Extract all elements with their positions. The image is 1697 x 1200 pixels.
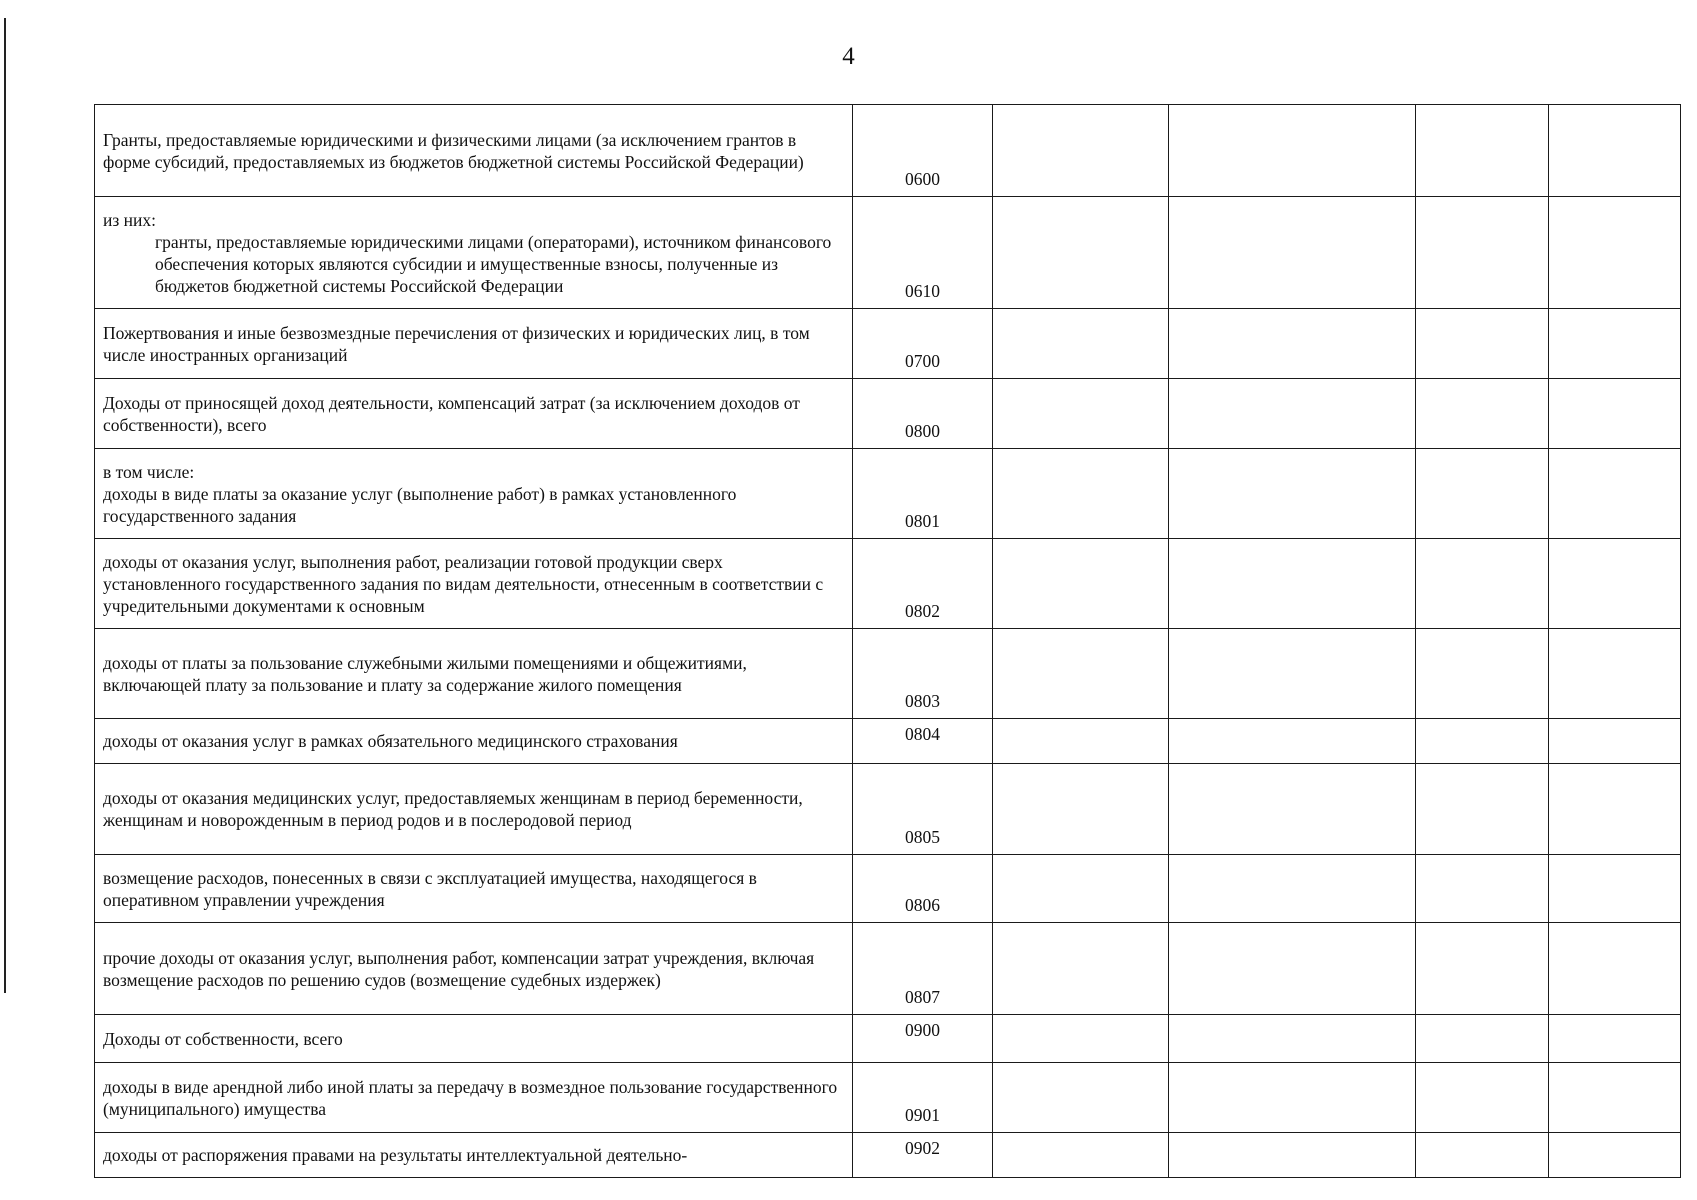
value-cell bbox=[1416, 1015, 1549, 1063]
value-cell bbox=[1549, 449, 1681, 539]
value-cell bbox=[1169, 449, 1416, 539]
value-cell bbox=[1549, 629, 1681, 719]
value-cell bbox=[1169, 1063, 1416, 1133]
value-cell bbox=[1549, 309, 1681, 379]
value-cell bbox=[1549, 1063, 1681, 1133]
row-description bbox=[95, 197, 853, 309]
value-cell bbox=[1416, 923, 1549, 1015]
value-cell bbox=[993, 855, 1169, 923]
row-description: доходы от платы за пользование служебными жилыми помещениями и общежитиями, включающей плату за пользование и плату за содержание жилого помещения bbox=[95, 629, 853, 719]
income-form-table bbox=[94, 104, 1681, 1178]
value-cell bbox=[993, 1133, 1169, 1178]
value-cell bbox=[1549, 855, 1681, 923]
value-cell bbox=[1169, 855, 1416, 923]
row-code: 0806 bbox=[853, 855, 993, 923]
row-code: 0600 bbox=[853, 105, 993, 197]
table-row-0802 bbox=[95, 539, 1681, 629]
row-description: Гранты, предоставляемые юридическими и физическими лицами (за исключением грантов в форме субсидий, предоставляемых из бюджетов бюджетной системы Российской Федерации) bbox=[95, 105, 853, 197]
row-code: 0807 bbox=[853, 923, 993, 1015]
value-cell bbox=[1549, 379, 1681, 449]
value-cell bbox=[1169, 1133, 1416, 1178]
row-code: 0801 bbox=[853, 449, 993, 539]
left-margin-rule bbox=[4, 18, 6, 993]
row-code: 0610 bbox=[853, 197, 993, 309]
value-cell bbox=[993, 539, 1169, 629]
row-lead-text: из них: bbox=[103, 209, 156, 230]
row-code: 0700 bbox=[853, 309, 993, 379]
value-cell bbox=[993, 379, 1169, 449]
table-row-0902 bbox=[95, 1133, 1681, 1178]
value-cell bbox=[1169, 379, 1416, 449]
table-row-0900 bbox=[95, 1015, 1681, 1063]
value-cell bbox=[1169, 923, 1416, 1015]
value-cell bbox=[1549, 764, 1681, 855]
row-code: 0902 bbox=[853, 1133, 993, 1178]
row-description: доходы от распоряжения правами на результаты интеллектуальной деятельно- bbox=[95, 1133, 853, 1178]
row-code: 0800 bbox=[853, 379, 993, 449]
value-cell bbox=[1416, 764, 1549, 855]
value-cell bbox=[1416, 197, 1549, 309]
value-cell bbox=[993, 629, 1169, 719]
value-cell bbox=[1169, 197, 1416, 309]
value-cell bbox=[1416, 629, 1549, 719]
value-cell bbox=[993, 197, 1169, 309]
value-cell bbox=[1549, 197, 1681, 309]
value-cell bbox=[1169, 629, 1416, 719]
page-number: 4 bbox=[842, 43, 855, 70]
table-row-0804 bbox=[95, 719, 1681, 764]
value-cell bbox=[1549, 1015, 1681, 1063]
value-cell bbox=[993, 923, 1169, 1015]
value-cell bbox=[993, 105, 1169, 197]
row-description: Пожертвования и иные безвозмездные перечисления от физических и юридических лиц, в том числе иностранных организаций bbox=[95, 309, 853, 379]
value-cell bbox=[1169, 1015, 1416, 1063]
row-description bbox=[95, 449, 853, 539]
value-cell bbox=[1549, 539, 1681, 629]
value-cell bbox=[1549, 719, 1681, 764]
value-cell bbox=[1416, 855, 1549, 923]
row-description: доходы от оказания услуг, выполнения работ, реализации готовой продукции сверх установленного государственного задания по видам деятельности, отнесенным в соответствии с учредительными документами к основным bbox=[95, 539, 853, 629]
row-lead-text: в том числе: bbox=[103, 461, 195, 482]
table-row-0600 bbox=[95, 105, 1681, 197]
value-cell bbox=[993, 1063, 1169, 1133]
row-code: 0802 bbox=[853, 539, 993, 629]
table-row-0801 bbox=[95, 449, 1681, 539]
table-row-0700 bbox=[95, 309, 1681, 379]
row-description: доходы от оказания услуг в рамках обязательного медицинского страхования bbox=[95, 719, 853, 764]
row-code: 0803 bbox=[853, 629, 993, 719]
row-code: 0805 bbox=[853, 764, 993, 855]
value-cell bbox=[1169, 105, 1416, 197]
value-cell bbox=[1416, 1063, 1549, 1133]
table-row-0803 bbox=[95, 629, 1681, 719]
row-text: гранты, предоставляемые юридическими лицами (операторами), источником финансового обеспечения которых являются субсидии и имущественные взносы, полученные из бюджетов бюджетной системы Российской Федерации bbox=[155, 231, 832, 296]
value-cell bbox=[1169, 764, 1416, 855]
row-code: 0900 bbox=[853, 1015, 993, 1063]
value-cell bbox=[1549, 105, 1681, 197]
value-cell bbox=[1416, 539, 1549, 629]
value-cell bbox=[1169, 719, 1416, 764]
value-cell bbox=[993, 309, 1169, 379]
value-cell bbox=[1416, 105, 1549, 197]
table-row-0806 bbox=[95, 855, 1681, 923]
value-cell bbox=[993, 719, 1169, 764]
row-description: доходы от оказания медицинских услуг, предоставляемых женщинам в период беременности, женщинам и новорожденным в период родов и в послеродовой период bbox=[95, 764, 853, 855]
table-row-0901 bbox=[95, 1063, 1681, 1133]
value-cell bbox=[1416, 449, 1549, 539]
value-cell bbox=[993, 449, 1169, 539]
row-description: прочие доходы от оказания услуг, выполнения работ, компенсации затрат учреждения, включая возмещение расходов по решению судов (возмещение судебных издержек) bbox=[95, 923, 853, 1015]
value-cell bbox=[1416, 379, 1549, 449]
value-cell bbox=[1416, 309, 1549, 379]
row-text: доходы в виде платы за оказание услуг (выполнение работ) в рамках установленного государственного задания bbox=[103, 483, 737, 526]
value-cell bbox=[1416, 719, 1549, 764]
table-row-0807 bbox=[95, 923, 1681, 1015]
table-row-0610 bbox=[95, 197, 1681, 309]
value-cell bbox=[1416, 1133, 1549, 1178]
value-cell bbox=[993, 1015, 1169, 1063]
value-cell bbox=[1169, 539, 1416, 629]
row-code: 0804 bbox=[853, 719, 993, 764]
table-row-0805 bbox=[95, 764, 1681, 855]
value-cell bbox=[1549, 1133, 1681, 1178]
row-description: возмещение расходов, понесенных в связи с эксплуатацией имущества, находящегося в оперативном управлении учреждения bbox=[95, 855, 853, 923]
row-description: Доходы от приносящей доход деятельности, компенсаций затрат (за исключением доходов от собственности), всего bbox=[95, 379, 853, 449]
row-code: 0901 bbox=[853, 1063, 993, 1133]
value-cell bbox=[993, 764, 1169, 855]
value-cell bbox=[1549, 923, 1681, 1015]
row-description: Доходы от собственности, всего bbox=[95, 1015, 853, 1063]
row-description: доходы в виде арендной либо иной платы за передачу в возмездное пользование государственного (муниципального) имущества bbox=[95, 1063, 853, 1133]
table-row-0800 bbox=[95, 379, 1681, 449]
value-cell bbox=[1169, 309, 1416, 379]
